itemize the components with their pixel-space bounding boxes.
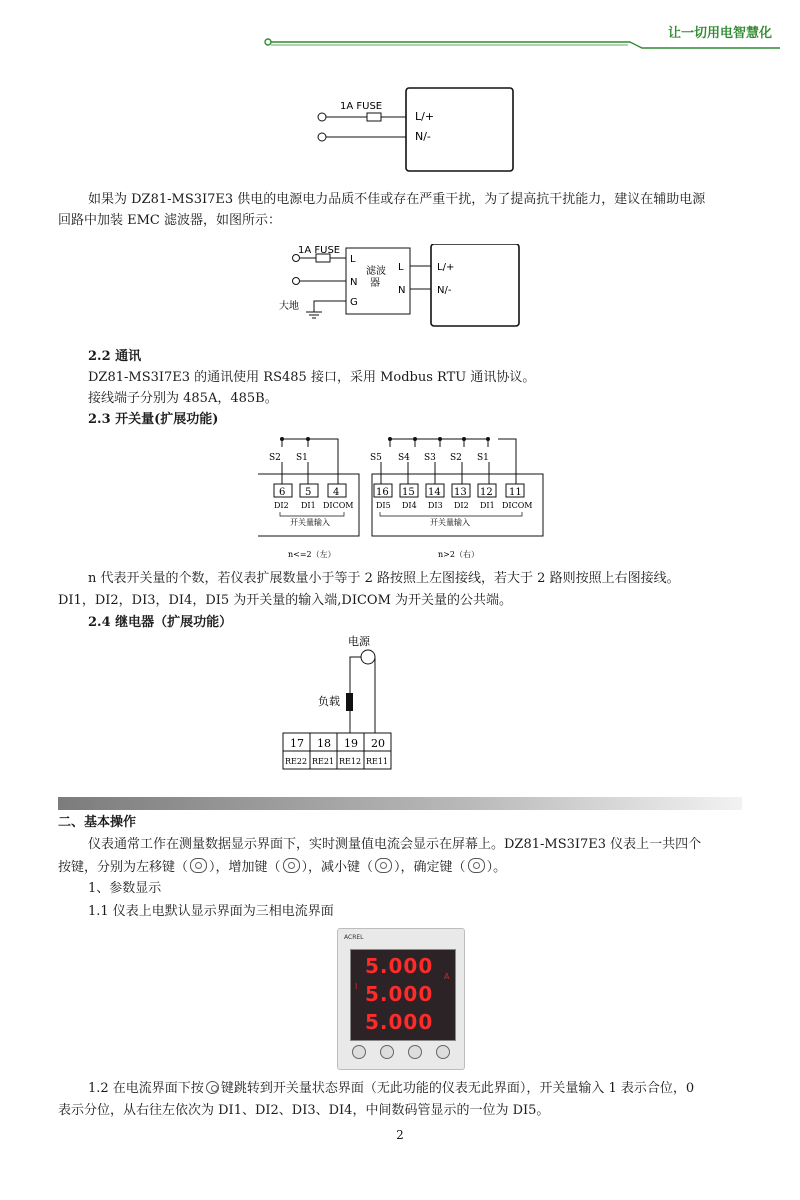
basic-ops-line2-e: ）。 [486,860,507,875]
right-terminal-name-4: DI1 [480,501,495,510]
right-caption: n>2（右） [438,550,479,559]
meter-reading-1: 5.000 [365,954,434,978]
right-switch-2: S3 [424,453,436,463]
load-label: 负载 [318,695,340,708]
filter-in-n: N [350,277,358,288]
para-1-2-line1-a: 1.2 在电流界面下按 [88,1081,204,1096]
left-switch-1: S1 [296,453,308,463]
basic-ops-line2-d: ），确定键（ [394,860,466,875]
relay-terminal-name-2: RE12 [339,757,362,766]
left-terminal-name-1: DI1 [301,501,316,510]
fuse-label: 1A FUSE [340,101,383,112]
left-terminal-name-2: DICOM [323,501,354,510]
terminal-n-2: N/- [437,285,452,296]
meter-enter-button[interactable] [436,1045,450,1059]
meter-i-label: I [355,982,358,991]
meter-panel [337,928,465,1070]
right-terminal-num-3: 13 [454,487,467,498]
section-2-2-line2: 接线端子分别为 485A，485B。 [88,391,278,406]
header-rule [262,28,782,50]
emc-paragraph-line1: 如果为 DZ81-MS3I7E3 供电的电源电力品质不佳或存在严重干扰，为了提高抗干扰能力，建议在辅助电源 [88,192,706,207]
relay-terminal-num-3: 20 [371,737,385,750]
meter-brand: ACREL [344,934,364,941]
para-1-2-line1 [88,1080,694,1098]
basic-ops-line1: 仪表通常工作在测量数据显示界面下，实时测量值电流会显示在屏幕上。DZ81-MS3I7E3 仪表上一共四个 [88,837,702,852]
section-basic-ops-heading: 二、基本操作 [58,815,137,830]
meter-unit: A [444,972,450,981]
right-terminal-name-1: DI4 [402,501,417,510]
left-terminal-num-0: 6 [279,487,286,498]
relay-terminal-num-0: 17 [290,737,304,750]
filter-in-g: G [350,297,358,308]
ground-label: 大地 [279,301,299,312]
right-switch-4: S1 [477,453,489,463]
section-2-2-heading: 2.2 通讯 [88,349,142,364]
right-terminal-name-5: DICOM [502,501,533,510]
meter-reading-2: 5.000 [365,982,434,1006]
right-terminal-num-0: 16 [376,487,389,498]
filter-out-l: L [398,262,404,273]
enter-key-icon [468,858,485,873]
right-box-label: 开关量输入 [430,518,470,527]
down-key-icon [375,858,392,873]
basic-ops-line2-a: 按键，分别为左移键（ [58,860,189,875]
terminal-l-2: L/+ [437,262,455,273]
right-switch-1: S4 [398,453,410,463]
meter-up-button[interactable] [380,1045,394,1059]
fuse-wiring-diagram [300,85,520,175]
section-2-2-line1: DZ81-MS3I7E3 的通讯使用 RS485 接口，采用 Modbus RTU 通讯协议。 [88,370,536,385]
right-switch-0: S5 [370,453,382,463]
fuse-label-2: 1A FUSE [298,245,341,256]
basic-ops-line2 [58,858,506,877]
meter-left-button[interactable] [352,1045,366,1059]
right-terminal-num-2: 14 [428,487,441,498]
relay-diagram [280,633,395,773]
left-terminal-num-1: 5 [305,487,312,498]
header-slogan: 让一切用电智慧化 [667,26,772,41]
left-box-label: 开关量输入 [290,518,330,527]
meter-display [350,949,456,1041]
page-number: 2 [396,1128,404,1142]
filter-out-n: N [398,285,406,296]
emc-paragraph-line2: 回路中加装 EMC 滤波器，如图所示： [58,213,282,228]
filter-in-l: L [350,254,356,265]
emc-filter-diagram [276,244,526,330]
down-key-icon-inline [206,1081,219,1094]
relay-terminal-num-1: 18 [317,737,331,750]
left-switch-0: S2 [269,453,281,463]
item-1-1: 1.1 仪表上电默认显示界面为三相电流界面 [88,904,334,919]
up-key-icon [283,858,300,873]
left-terminal-name-0: DI2 [274,501,289,510]
relay-terminal-num-2: 19 [344,737,358,750]
item-1-param-display: 1、参数显示 [88,881,162,896]
digital-input-diagram [258,432,548,564]
basic-ops-line2-c: ），减小键（ [301,860,374,875]
right-terminal-num-4: 12 [480,487,493,498]
terminal-n: N/- [415,130,431,143]
para-1-2-line2: 表示分位，从右往左依次为 DI1、DI2、DI3、DI4，中间数码管显示的一位为 DI5。 [58,1103,550,1118]
filter-label-2: 器 [370,278,380,289]
right-switch-3: S2 [450,453,462,463]
right-terminal-name-0: DI5 [376,501,391,510]
power-label: 电源 [348,635,370,648]
filter-label-1: 滤波 [366,266,386,277]
basic-ops-line2-b: ），增加键（ [209,860,281,875]
right-terminal-name-2: DI3 [428,501,443,510]
meter-down-button[interactable] [408,1045,422,1059]
relay-terminal-name-0: RE22 [285,757,308,766]
section-2-3-heading: 2.3 开关量(扩展功能) [88,412,219,427]
meter-reading-3: 5.000 [365,1010,434,1034]
para-1-2-line1-b: 键跳转到开关量状态界面（无此功能的仪表无此界面），开关量输入 1 表示合位，0 [220,1081,695,1096]
right-terminal-num-1: 15 [402,487,415,498]
section-2-4-heading: 2.4 继电器（扩展功能） [88,615,233,630]
left-caption: n<=2（左） [288,550,336,559]
section-divider-bar [58,797,742,810]
left-terminal-num-2: 4 [333,487,340,498]
terminal-l: L/+ [415,110,435,123]
right-terminal-num-5: 11 [509,487,522,498]
relay-terminal-name-1: RE21 [312,757,335,766]
section-2-3-para-line2: DI1，DI2，DI3，DI4，DI5 为开关量的输入端,DICOM 为开关量的公共端。 [58,593,513,608]
right-terminal-name-3: DI2 [454,501,469,510]
relay-terminal-name-3: RE11 [366,757,389,766]
section-2-3-para-line1: n 代表开关量的个数，若仪表扩展数量小于等于 2 路按照上左图接线，若大于 2 路则按照上右图接线。 [88,571,680,586]
left-key-icon [190,858,207,873]
